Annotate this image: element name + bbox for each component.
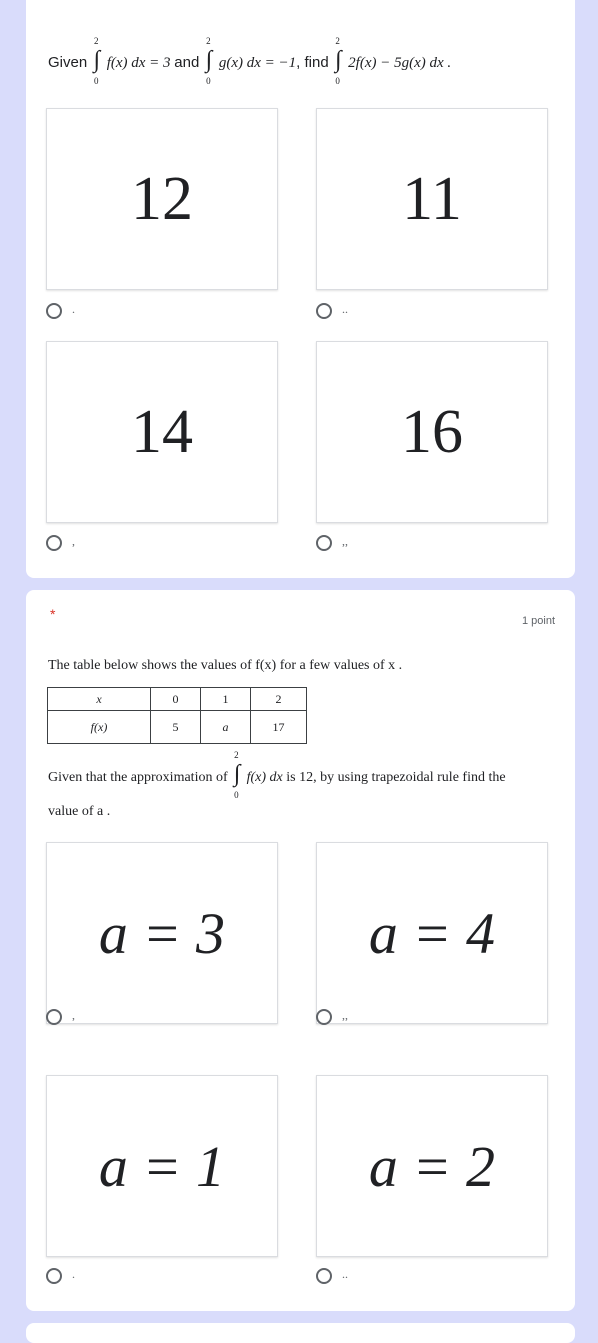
option-image-a1[interactable]: a = 1 <box>46 1075 278 1257</box>
find-word: , find <box>296 54 329 71</box>
required-asterisk: * <box>50 606 56 622</box>
question-1-text <box>48 36 452 86</box>
and-word: and <box>174 54 200 71</box>
value-of-a-text: value of a . <box>48 804 111 819</box>
table-cell: f(x) <box>48 711 151 744</box>
option-image-a3[interactable]: a = 3 <box>46 842 278 1024</box>
option-image-14[interactable]: 14 <box>46 341 278 523</box>
radio-option-a2[interactable] <box>316 1268 332 1284</box>
integral-expression-1: f(x) dx = 3 <box>106 55 171 71</box>
question-card-3 <box>26 1323 575 1343</box>
radio-option-12[interactable] <box>46 303 62 319</box>
table-cell: x <box>48 688 151 711</box>
option-label: .. <box>342 1267 348 1281</box>
radio-option-a4[interactable] <box>316 1009 332 1025</box>
table-cell: 2 <box>250 688 306 711</box>
radio-option-11[interactable] <box>316 303 332 319</box>
radio-option-16[interactable] <box>316 535 332 551</box>
table-row <box>48 711 307 744</box>
integral-sign: 2 ∫ 0 <box>335 36 342 86</box>
table-cell: 1 <box>200 688 250 711</box>
integral-expression-3: 2f(x) − 5g(x) dx . <box>348 55 452 71</box>
values-table <box>47 687 307 744</box>
option-label: . <box>72 302 75 316</box>
option-image-11[interactable]: 11 <box>316 108 548 290</box>
integral-sign: 2 ∫ 0 <box>233 750 241 800</box>
table-row <box>48 688 307 711</box>
radio-option-14[interactable] <box>46 535 62 551</box>
option-label: ,, <box>342 534 348 548</box>
table-cell: 5 <box>151 711 201 744</box>
radio-option-a3[interactable] <box>46 1009 62 1025</box>
option-label: .. <box>342 302 348 316</box>
table-cell: 17 <box>250 711 306 744</box>
option-label: . <box>72 1267 75 1281</box>
question-2-intro: The table below shows the values of f(x) for a few values of x . <box>48 658 403 673</box>
points-label: 1 point <box>522 615 556 627</box>
option-image-a4[interactable]: a = 4 <box>316 842 548 1024</box>
option-label: , <box>72 1008 75 1022</box>
option-label: , <box>72 534 75 548</box>
integral-expression-2: g(x) dx = −1 <box>218 55 297 71</box>
option-image-12[interactable]: 12 <box>46 108 278 290</box>
given-word: Given <box>48 54 88 71</box>
approximation-text: Given that the approximation of 2 ∫ 0 f(x) dx is 12, by using trapezoidal rule find the <box>48 750 506 800</box>
option-label: ,, <box>342 1008 348 1022</box>
radio-option-a1[interactable] <box>46 1268 62 1284</box>
integral-sign: 2 ∫ 0 <box>93 36 101 86</box>
table-cell: 0 <box>151 688 201 711</box>
option-image-16[interactable]: 16 <box>316 341 548 523</box>
integral-sign: 2 ∫ 0 <box>205 36 213 86</box>
question-card-2 <box>26 590 575 1311</box>
question-card-1 <box>26 0 575 578</box>
option-image-a2[interactable]: a = 2 <box>316 1075 548 1257</box>
table-cell: a <box>200 711 250 744</box>
